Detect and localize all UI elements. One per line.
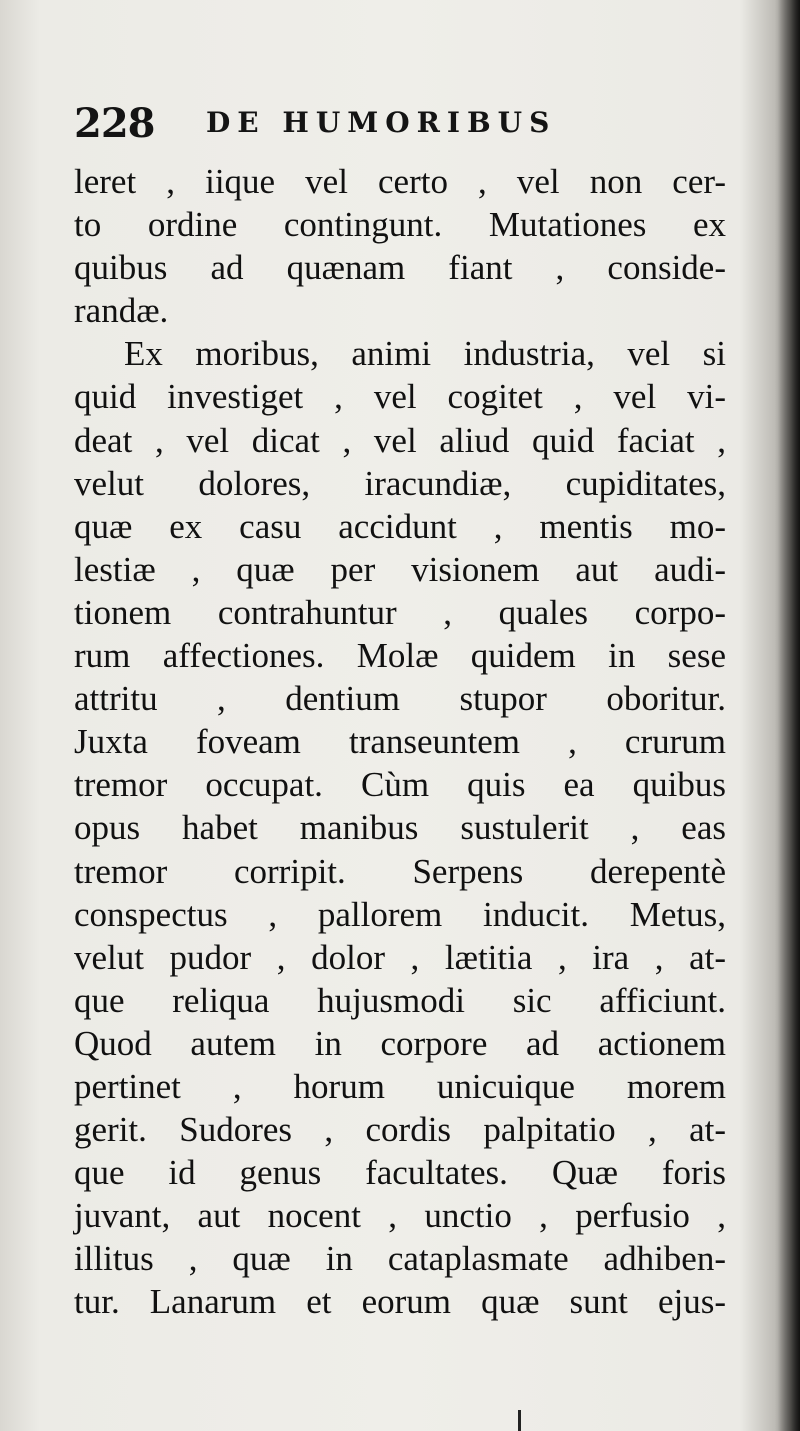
text-line: Ex moribus, animi industria, vel si (124, 334, 726, 374)
text-line: Quod autem in corpore ad actionem (74, 1023, 726, 1063)
text-line: attritu , dentium stupor oboritur. (74, 679, 726, 719)
text-line: quæ ex casu accidunt , mentis mo- (74, 506, 726, 546)
page-header (74, 100, 734, 160)
text-line: opus habet manibus sustulerit , eas (74, 808, 726, 848)
text-line: lestiæ , quæ per visionem aut audi- (74, 549, 726, 589)
text-line: conspectus , pallorem inducit. Metus, (74, 894, 726, 934)
text-line: velut dolores, iracundiæ, cupiditates, (74, 463, 726, 503)
running-title: DE HUMORIBUS (206, 106, 557, 139)
text-line: leret , iique vel certo , vel non cer- (74, 162, 726, 201)
text-line: tremor occupat. Cùm quis ea quibus (74, 765, 726, 805)
body-text (74, 160, 726, 1324)
text-line: to ordine contingunt. Mutationes ex (74, 205, 726, 245)
text-line: tur. Lanarum et eorum quæ sunt ejus- (74, 1282, 726, 1322)
text-line: rum affectiones. Molæ quidem in sese (74, 636, 726, 676)
text-line: deat , vel dicat , vel aliud quid faciat , (74, 420, 726, 460)
print-mark (518, 1410, 521, 1431)
text-line: pertinet , horum unicuique morem (74, 1066, 726, 1106)
text-line: juvant, aut nocent , unctio , perfusio , (74, 1196, 726, 1236)
text-line: tionem contrahuntur , quales corpo- (74, 592, 726, 632)
text-line: que id genus facultates. Quæ foris (74, 1153, 726, 1193)
text-line: illitus , quæ in cataplasmate adhiben- (74, 1239, 726, 1279)
text-line: gerit. Sudores , cordis palpitatio , at- (74, 1110, 726, 1150)
page-edge-shadow (778, 0, 800, 1431)
text-line: velut pudor , dolor , lætitia , ira , at- (74, 937, 726, 977)
text-line: quid investiget , vel cogitet , vel vi- (74, 377, 726, 417)
text-line: tremor corripit. Serpens derepentè (74, 851, 726, 891)
page-number: 228 (74, 100, 155, 147)
text-line: randæ. (74, 291, 169, 331)
text-line: Juxta foveam transeuntem , crurum (74, 722, 726, 762)
text-line: quibus ad quænam fiant , conside- (74, 248, 726, 288)
text-line: que reliqua hujusmodi sic afficiunt. (74, 980, 726, 1020)
